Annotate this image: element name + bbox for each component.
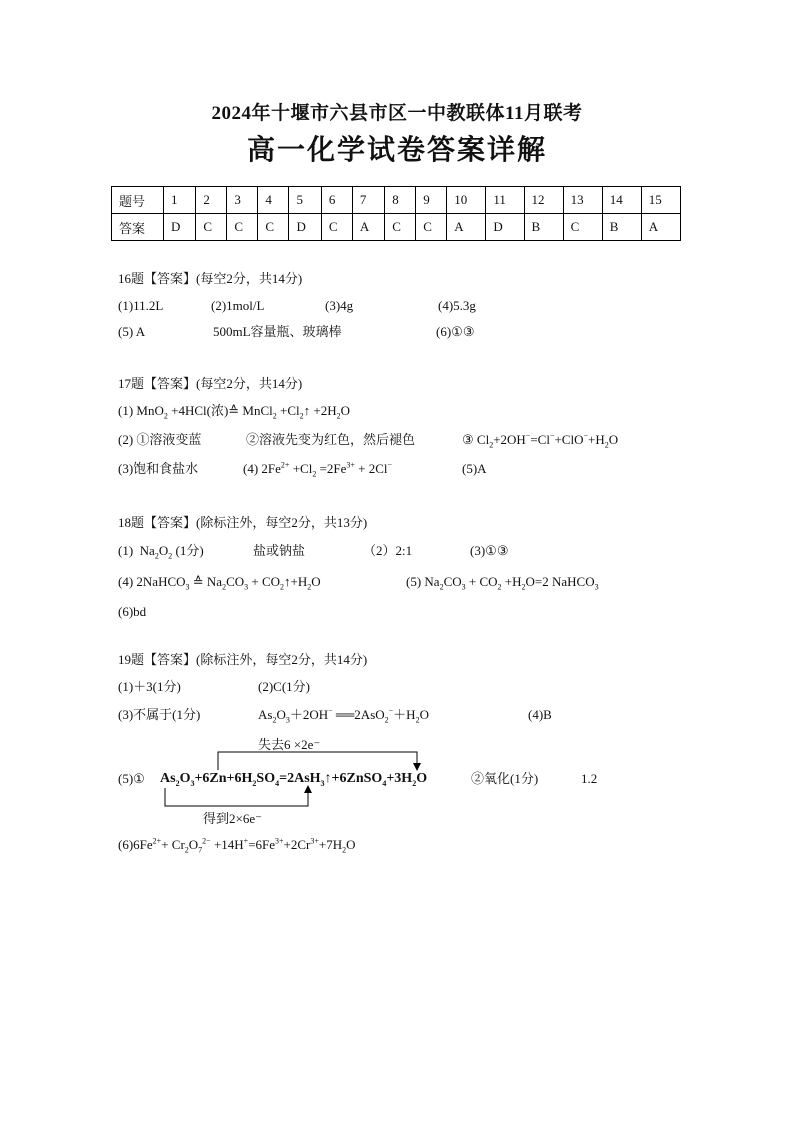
electron-gain-label: 得到2×6e⁻ [203,811,262,826]
q17-equation-1: MnO$_2$ +4HCl(浓)≙ MnCl$_2$ $+Cl_2↑ +2H_2O$ [136,403,351,421]
q18-answer-3: (3)①③ [470,543,509,558]
answer-cell: D [289,214,321,241]
q17-equation-2: $Cl_2+2OH^-=Cl^-+ClO^-+H_2O$ [476,431,619,450]
question-number-cell: 10 [447,187,486,214]
question-number-cell: 3 [227,187,258,214]
answer-cell: B [524,214,563,241]
q19-answer-5-3: 1.2 [581,771,598,786]
question-number-cell: 13 [563,187,602,214]
question-number-cell: 8 [385,187,416,214]
q19-heading: 19题【答案】(除标注外，每空2分，共14分) [118,652,368,667]
q19-equation-2: $6Fe^{2+}+ Cr_2O_7^{2-} +14H^+=6Fe^{3+}+2Cr^{3+}+7H_2O$ [133,836,356,855]
question-number-cell: 14 [602,187,641,214]
answer-cell: A [641,214,680,241]
q18-answer-6: (6)bd [118,604,147,619]
q19-answer-6-label: (6) [118,837,134,852]
answer-cell: C [196,214,227,241]
q18-equation-1: 2NaHCO$_3$ ≙ $Na_2CO_3$ + $CO_2↑+H_2O$ [136,574,321,592]
q18-answer-2: （2）2:1 [363,543,413,558]
q19-answer-1: (1)＋3(1分) [118,679,181,694]
answer-key-title: 高一化学试卷答案详解 [246,135,547,166]
question-number-cell: 15 [641,187,680,214]
q16-answer-4: (4)5.3g [438,298,476,313]
q17-answer-2-2: ②溶液先变为红色，然后褪色 [246,432,416,447]
question-number-cell: 11 [486,187,524,214]
answer-cell: C [258,214,289,241]
question-number-cell: 6 [321,187,352,214]
question-number-cell: 9 [416,187,447,214]
q16-answer-2: (2)1mol/L [211,298,265,313]
answer-cell: D [164,214,196,241]
q18-answer-1-label: (1) [118,543,134,558]
q18-answer-1-note: (1分) [175,543,204,558]
q19-equation-1: $As_2O_3+2OH^-$ $══2AsO_2^-+H_2O$ [258,706,429,725]
answer-cell: C [385,214,416,241]
q19-answer-5-label: (5)① [118,771,145,786]
q16-answer-3: (3)4g [325,298,354,313]
q19-answer-4: (4)B [528,707,552,722]
question-number-cell: 4 [258,187,289,214]
answer-cell: A [447,214,486,241]
q18-equation-2: $Na_2CO_3 + CO_2 +H_2O=2$ NaHCO$_3$ [424,574,599,592]
q16-answer-5: (5) A [118,324,146,339]
q18-answer-1b: 盐或钠盐 [253,543,306,558]
q16-answer-6: (6)①③ [436,324,475,339]
question-number-cell: 5 [289,187,321,214]
q18-answer-4-label: (4) [118,574,134,589]
q19-answer-2: (2)C(1分) [258,679,310,694]
electron-lost-label: 失去6 ×2e⁻ [258,737,321,752]
answer-cell: C [321,214,352,241]
q19-redox-equation: $As_2O_3+6Zn+6H_2SO_4=2AsH_3↑+6ZnSO_4+3H_2O$ [160,771,428,788]
row-label-number: 题号 [112,187,164,214]
q19-answer-5-2: ②氧化(1分) [471,771,539,786]
answer-cell: C [416,214,447,241]
q17-answer-3: (3)饱和食盐水 [118,461,199,476]
q17-answer-5: (5)A [462,461,487,476]
lose-electron-bracket [218,752,417,770]
answer-cell: C [563,214,602,241]
q18-answer-5-label: (5) [406,574,422,589]
question-number-cell: 2 [196,187,227,214]
q17-equation-3: $2Fe^{2+} +Cl_2 =2Fe^{3+} + 2Cl^-$ [261,460,393,479]
question-number-cell: 7 [352,187,384,214]
answer-cell: A [352,214,384,241]
q18-formula-1: $Na_2O_2$ [136,543,173,561]
answer-cell: D [486,214,524,241]
answer-cell: C [227,214,258,241]
question-number-cell: 1 [164,187,196,214]
q16-answer-5b: 500mL容量瓶、玻璃棒 [213,324,342,339]
exam-title: 2024年十堰市六县市区一中教联体11月联考 [211,103,583,124]
q19-answer-3: (3)不属于(1分) [118,707,201,722]
q19-answer-6 [118,837,356,853]
row-label-answer: 答案 [112,214,164,241]
q16-heading: 16题【答案】(每空2分，共14分) [118,271,303,286]
q18-heading: 18题【答案】(除标注外，每空2分，共13分) [118,515,368,530]
answer-cell: B [602,214,641,241]
q17-answer-4-label: (4) [243,461,259,476]
question-number-cell: 12 [524,187,563,214]
q17-answer-1-label: (1) [118,403,134,418]
q17-answer-2-3-label: ③ [462,432,474,447]
lose-electron-arrowhead [413,763,421,771]
q17-heading: 17题【答案】(每空2分，共14分) [118,376,303,391]
q16-answer-1: (1)11.2L [118,298,164,313]
q17-answer-2-1: (2) ①溶液变蓝 [118,432,202,447]
gain-electron-bracket [165,788,308,806]
